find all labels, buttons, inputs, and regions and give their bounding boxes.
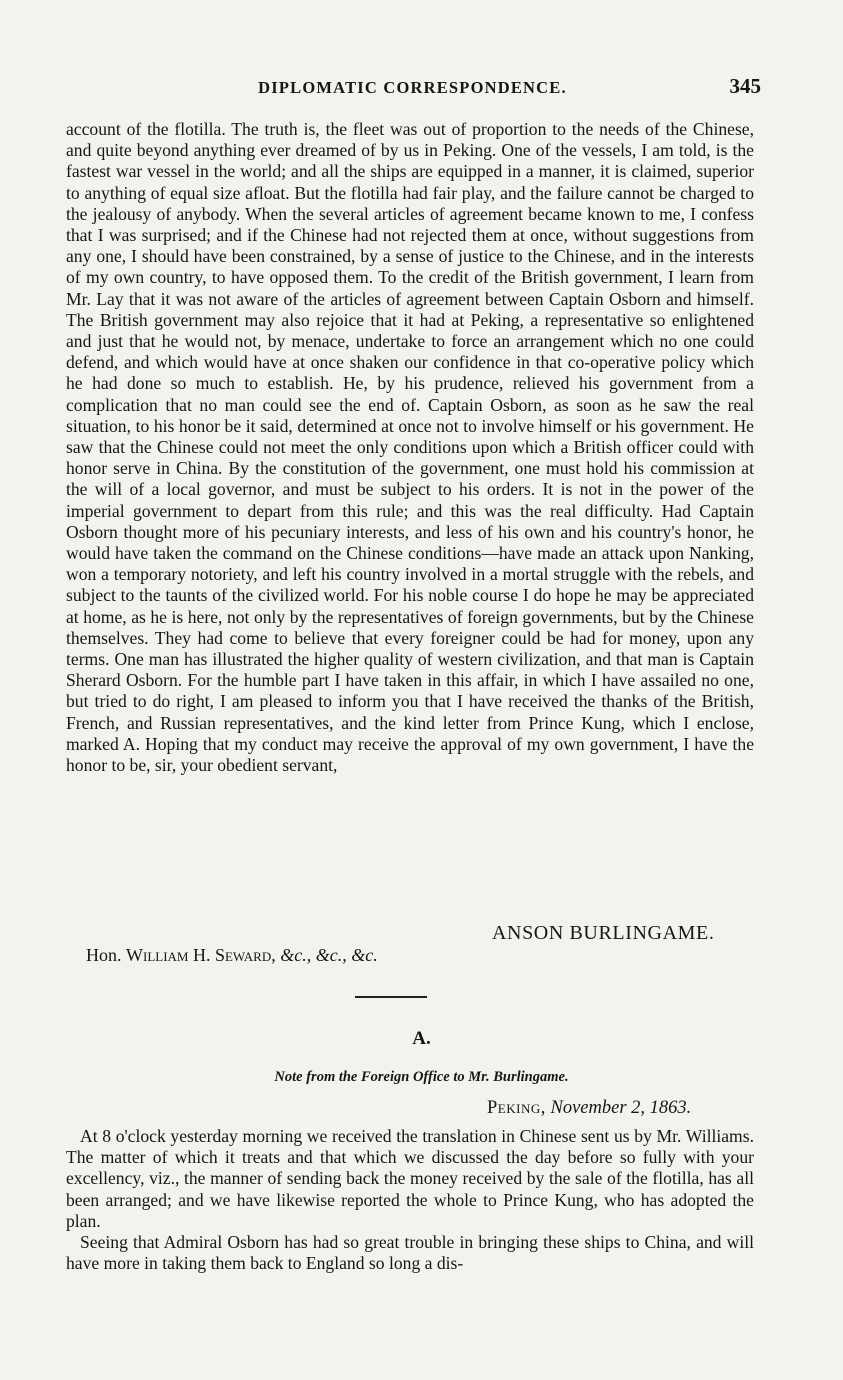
dateline-place: Peking, bbox=[487, 1098, 546, 1118]
page-header bbox=[66, 76, 759, 102]
note-paragraph-2: Seeing that Admiral Osborn has had so great trouble in bringing these ships to China, and will have more in taking them back to England so long a dis- bbox=[66, 1232, 754, 1274]
dateline bbox=[487, 1098, 691, 1119]
addressee-name: William H. Seward, bbox=[126, 945, 276, 965]
letter-body bbox=[66, 119, 754, 776]
addressee-prefix: Hon. bbox=[86, 945, 122, 965]
signature: ANSON BURLINGAME. bbox=[492, 922, 715, 944]
note-body bbox=[66, 1126, 754, 1274]
annex-heading: A. bbox=[412, 1028, 431, 1049]
letter-paragraph: account of the flotilla. The truth is, the fleet was out of proportion to the needs of the Chinese, and quite beyond anything ever dreamed of by us in Peking. One of the vessels, I am told, is the fastest war vessel in the world; and all the ships are equipped in a manner, it is claimed, superior to anything of equal size afloat. But the flotilla had fair play, and the failure cannot be charged to the jealousy of anybody. When the several articles of agreement became known to me, I confess that I was surprised; and if the Chinese had not rejected them at once, without suggestions from any one, I should have been constrained, by a sense of justice to the Chinese, and in the interests of my own country, to have opposed them. To the credit of the British government, I learn from Mr. Lay that it was not aware of the articles of agreement between Captain Osborn and himself. The British government may also rejoice that it had at Peking, a representative so enlightened and just that he would not, by menace, undertake to force an arrangement which no one could defend, and which would have at once shaken our confidence in that co-operative policy which he had done so much to establish. He, by his prudence, relieved his government from a complication that no man could see the end of. Captain Osborn, as soon as he saw the real situation, to his honor be it said, determined at once not to involve himself or his government. He saw that the Chinese could not meet the only conditions upon which a British officer could with honor serve in China. By the constitution of the government, one must hold his commission at the will of a local governor, and must be subject to his orders. It is not in the power of the imperial government to depart from this rule; and this was the real difficulty. Had Captain Osborn thought more of his pecuniary interests, and less of his own and his country's honor, he would have taken the command on the Chinese conditions—have made an attack upon Nanking, won a temporary notoriety, and left his country involved in a mortal struggle with the rebels, and subject to the taunts of the civilized world. For his noble course I do hope he may be appreciated at home, as he is here, not only by the representatives of foreign governments, but by the Chinese themselves. They had come to believe that every foreigner could be had for money, upon any terms. One man has illustrated the higher quality of western civilization, and that man is Captain Sherard Osborn. For the humble part I have taken in this affair, in which I have assailed no one, but tried to do right, I am pleased to inform you that I have received the thanks of the British, French, and Russian representatives, and the kind letter from Prince Kung, which I enclose, marked A. Hoping that my conduct may receive the approval of my own government, I have the honor to be, sir, your obedient servant, bbox=[66, 119, 754, 776]
note-paragraph-1: At 8 o'clock yesterday morning we received the translation in Chinese sent us by Mr. Williams. The matter of which it treats and that which we discussed the day before so fully with your excellency, viz., the manner of sending back the money received by the sale of the flotilla, has all been arranged; and we have likewise reported the whole to Prince Kung, who has adopted the plan. bbox=[66, 1126, 754, 1231]
addressee-etc: &c., &c., &c. bbox=[280, 945, 378, 965]
addressee bbox=[86, 945, 378, 966]
dateline-date: November 2, 1863. bbox=[550, 1098, 692, 1118]
running-head: DIPLOMATIC CORRESPONDENCE. bbox=[258, 78, 567, 97]
section-divider bbox=[355, 996, 427, 998]
page-number: 345 bbox=[729, 74, 761, 98]
annex-title: Note from the Foreign Office to Mr. Burlingame. bbox=[274, 1069, 569, 1085]
